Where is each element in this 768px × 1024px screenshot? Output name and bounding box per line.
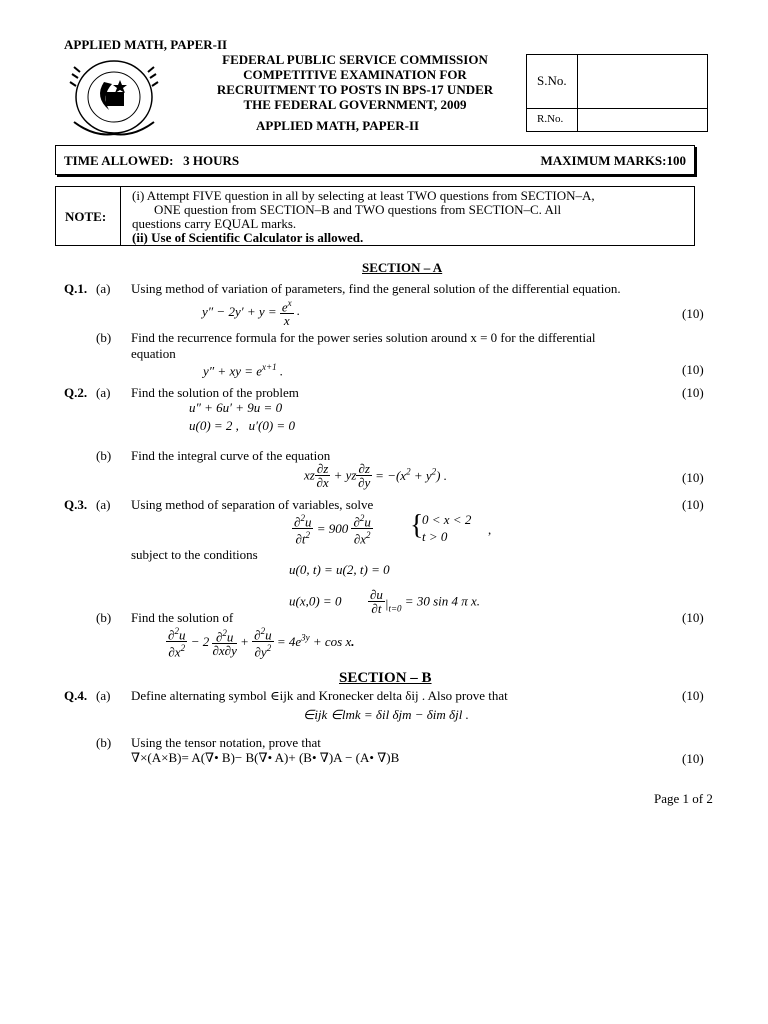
q3a-conditions-text: subject to the conditions xyxy=(131,547,258,562)
q1a-marks: (10) xyxy=(682,306,704,321)
q1b-label: (b) xyxy=(96,330,112,345)
q1a-label: (a) xyxy=(96,281,111,296)
q2a-marks: (10) xyxy=(682,385,704,400)
section-b-heading: SECTION – B xyxy=(339,670,432,686)
q4b-label: (b) xyxy=(96,735,112,750)
q2b-marks: (10) xyxy=(682,470,704,485)
q3b-text: Find the solution of xyxy=(131,610,234,625)
q2-number: Q.2. xyxy=(64,385,88,400)
q2b-label: (b) xyxy=(96,448,112,463)
commission-seal xyxy=(64,52,164,142)
q1b-marks: (10) xyxy=(682,362,704,377)
maximum-marks: MAXIMUM MARKS:100 xyxy=(540,153,686,168)
note-box xyxy=(55,186,695,246)
q4b-text: Using the tensor notation, prove that xyxy=(131,735,321,750)
q2b-text: Find the integral curve of the equation xyxy=(131,448,331,463)
q2a-label: (a) xyxy=(96,385,111,400)
q1b-text: Find the recurrence formula for the power series solution around x = 0 for the differential equation xyxy=(131,330,596,361)
q1b-equation: y″ + xy = $e^{x+1}$ . xyxy=(203,362,284,379)
serial-number-box xyxy=(526,54,708,132)
q1-number: Q.1. xyxy=(64,281,88,296)
q3b-label: (b) xyxy=(96,610,112,625)
page-number: Page 1 of 2 xyxy=(654,791,713,806)
time-allowed: TIME ALLOWED: 3 HOURS xyxy=(64,153,240,168)
q3b-marks: (10) xyxy=(682,610,704,625)
q3-number: Q.3. xyxy=(64,497,88,512)
q4a-text: Define alternating symbol ∈ijk and Kronecker delta δij . Also prove that xyxy=(131,688,508,703)
q4b-marks: (10) xyxy=(682,751,704,766)
q3a-equation: $\frac{\partial^2u}{\partial t^2}$ = 900 $\frac{\partial^2u}{\partial x^2}$ xyxy=(294,513,371,547)
section-a-heading: SECTION – A xyxy=(362,260,443,275)
rno-label: R.No. xyxy=(537,113,564,125)
organization-title: FEDERAL PUBLIC SERVICE COMMISSION COMPETITIVE EXAMINATION FOR RECRUITMENT TO POSTS IN BPS-17 UNDER THE FEDERAL GOVERNMENT, 2009 xyxy=(216,52,494,112)
q3a-domain: 0 < x < 2 t > 0 xyxy=(422,512,472,544)
note-text: (i) Attempt FIVE question in all by selecting at least TWO questions from SECTION–A, ONE question from SECTION–B and TWO questions from SECTION–C. All questions carry EQUAL marks. (ii) Use of Scientific Calculator is allowed. xyxy=(132,188,595,245)
q1a-equation: y″ − 2y′ + y = $\frac{e^x}{x}$ . xyxy=(202,298,301,329)
header-top-label: APPLIED MATH, PAPER-II xyxy=(64,37,228,52)
q3a-text: Using method of separation of variables, solve xyxy=(131,497,374,512)
q2a-text: Find the solution of the problem xyxy=(131,385,299,400)
q2b-equation: xz $\frac{\partial z}{\partial x}$ + yz $\frac{\partial z}{\partial y}$ = $-(x^2 + y^2)$ . xyxy=(304,461,447,490)
q4b-equation: ∇×(A×B)= A(∇• B)− B(∇• A)+ (B• ∇)A − (A• ∇)B xyxy=(131,750,400,765)
q4a-label: (a) xyxy=(96,688,111,703)
q3b-equation: $\frac{\partial^2u}{\partial x^2}$ − 2 $\frac{\partial^2u}{\partial x\partial y}$ + $\frac{\partial^2u}{\partial y^2}$ = $4e^{3y} + \cos x$. xyxy=(168,626,355,660)
q3a-marks: (10) xyxy=(682,497,704,512)
q3a-label: (a) xyxy=(96,497,111,512)
note-label: NOTE: xyxy=(65,209,107,224)
q4a-equation: ∈ijk ∈lmk = δil δjm − δim δjl . xyxy=(303,707,469,722)
paper-subtitle: APPLIED MATH, PAPER-II xyxy=(256,118,420,133)
sno-label: S.No. xyxy=(537,73,567,88)
q3a-brace: { xyxy=(410,510,424,541)
time-marks-bar xyxy=(55,145,695,175)
q4-number: Q.4. xyxy=(64,688,88,703)
q4a-marks: (10) xyxy=(682,688,704,703)
q2a-initial-conditions: u(0) = 2 , u′(0) = 0 xyxy=(189,418,295,433)
q3a-comma: , xyxy=(488,522,492,537)
q1a-text: Using method of variation of parameters, find the general solution of the differential equation. xyxy=(131,281,621,296)
q3a-initial-condition: u(x,0) = 0 $\frac{\partial u}{\partial t}$ $|_{t=0} = 30$ sin 4 π x. xyxy=(289,587,481,616)
q2a-equation: u″ + 6u′ + 9u = 0 xyxy=(189,400,283,415)
q3a-boundary-condition: u(0, t) = u(2, t) = 0 xyxy=(289,562,390,577)
